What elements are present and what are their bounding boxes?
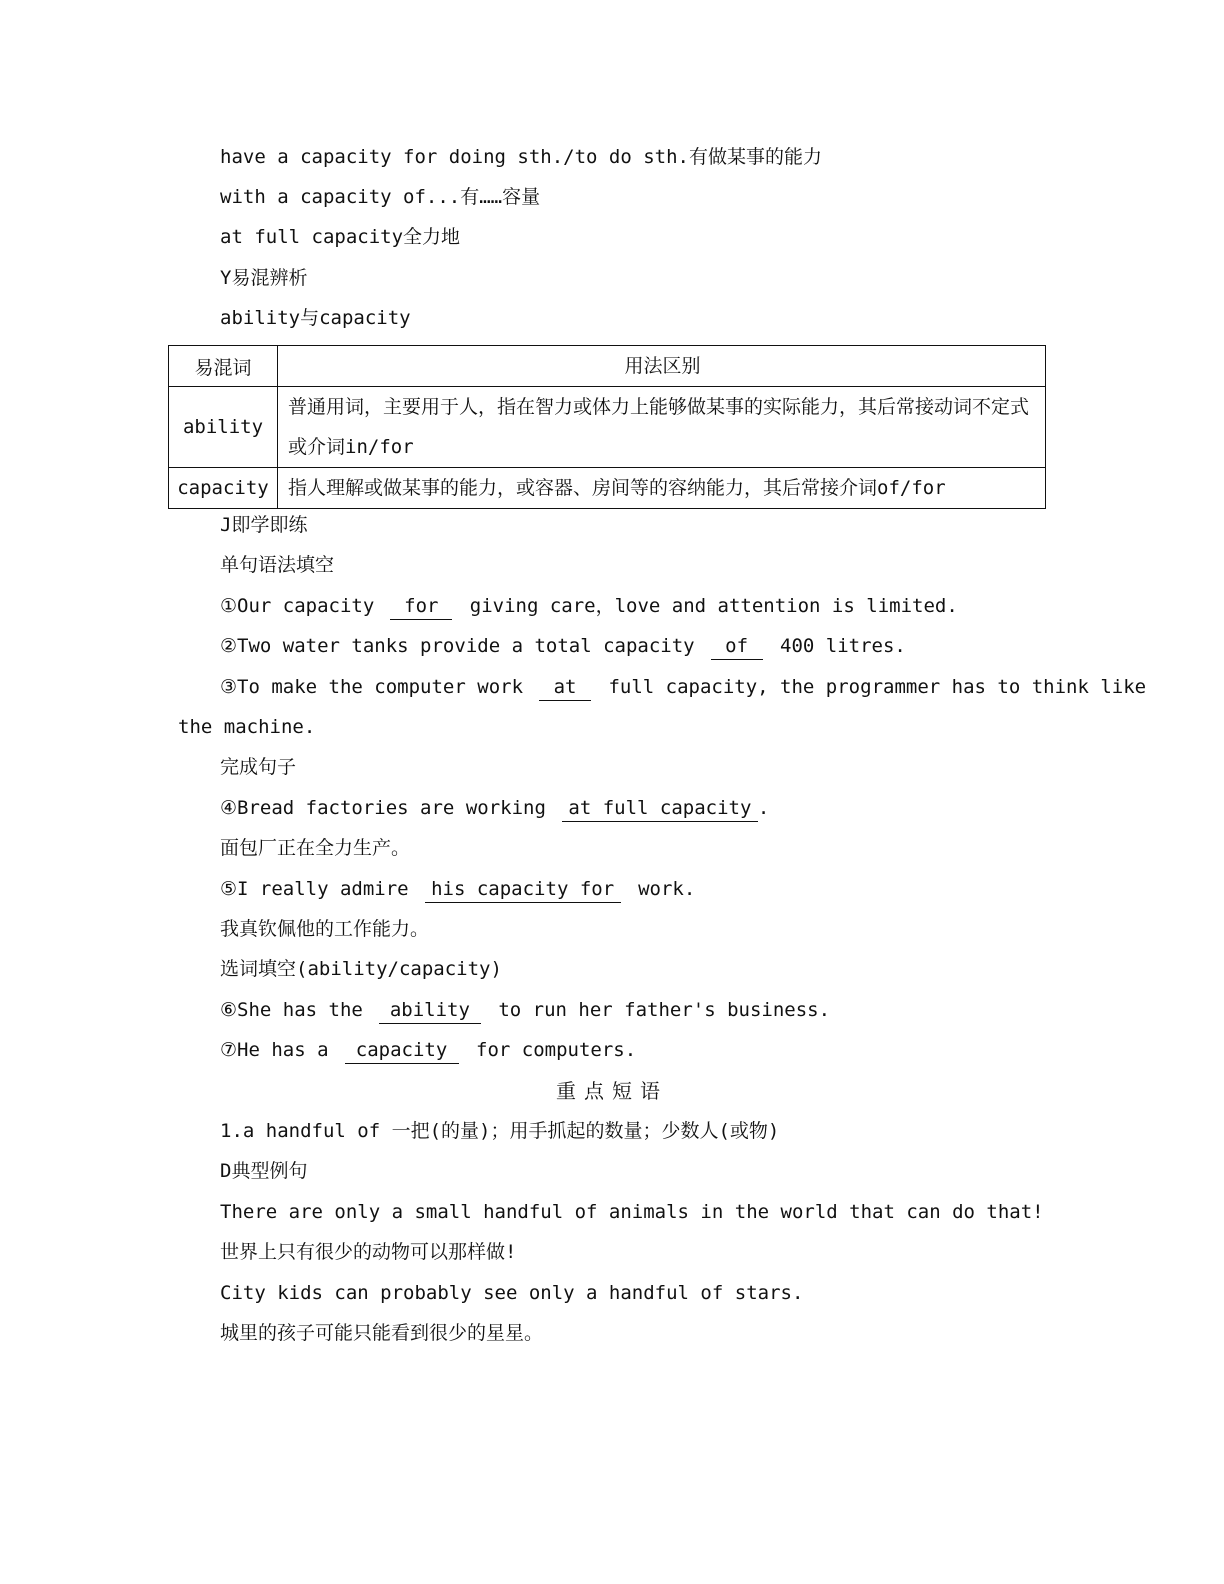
question-text: ②Two water tanks provide a total capacity [220,635,695,657]
subheading-grammar-fill: 单句语法填空 [220,554,335,576]
phrase-line-full-capacity: at full capacity全力地 [220,226,461,248]
question-text: giving care，love and attention is limited. [469,595,958,617]
table-cell-usage: 指人理解或做某事的能力，或容器、房间等的容纳能力，其后常接介词of/for [278,468,1046,509]
question-4-translation: 面包厂正在全力生产。 [220,837,411,859]
question-4 [220,788,769,828]
table-header-row [169,346,1046,387]
question-6 [220,990,830,1030]
phrase-item-handful: 1.a handful of 一把(的量)；用手抓起的数量；少数人(或物) [220,1120,780,1142]
answer-blank: at full capacity [562,795,758,822]
example-translation-2: 城里的孩子可能只能看到很少的星星。 [220,1322,544,1344]
answer-blank: of [711,633,763,660]
example-sentence-1: There are only a small handful of animals in the world that can do that! [220,1201,1044,1223]
question-text: ⑤I really admire [220,878,409,900]
question-text: 400 litres. [780,635,906,657]
question-text: . [757,797,770,819]
question-7 [220,1030,636,1070]
question-1 [220,586,958,626]
example-sentence-2: City kids can probably see only a handful of stars. [220,1282,804,1304]
answer-blank: capacity [345,1037,459,1064]
question-text: ①Our capacity [220,595,375,617]
section-heading-confusables: Y易混辨析 [220,267,308,289]
question-5-translation: 我真钦佩他的工作能力。 [220,918,430,940]
question-text: for computers. [476,1039,637,1061]
table-header-word: 易混词 [169,346,278,387]
table-header-usage: 用法区别 [278,346,1046,387]
question-2 [220,626,906,666]
answer-blank: for [390,593,452,620]
subheading-word-choice: 选词填空(ability/capacity) [220,958,502,980]
question-text: to run her father's business. [498,999,831,1021]
answer-blank: his capacity for [425,876,621,903]
question-text: ④Bread factories are working [220,797,546,819]
table-row [169,387,1046,468]
question-3 [220,667,1146,707]
table-cell-word: capacity [169,468,278,509]
phrase-line-capacity-of: with a capacity of...有……容量 [220,186,541,208]
table-row [169,468,1046,509]
question-text: ⑦He has a [220,1039,329,1061]
phrase-line-capacity-for: have a capacity for doing sth./to do sth.有做某事的能力 [220,146,822,168]
compare-title: ability与capacity [220,307,411,329]
question-text: full capacity, the programmer has to think like [608,676,1147,698]
subheading-complete-sentences: 完成句子 [220,756,297,778]
section-heading-examples: D典型例句 [220,1160,308,1182]
comparison-table [168,345,1046,509]
section-heading-practice: J即学即练 [220,514,308,536]
answer-blank: at [539,674,591,701]
question-3-continuation: the machine. [178,716,316,738]
table-cell-usage: 普通用词，主要用于人，指在智力或体力上能够做某事的实际能力，其后常接动词不定式或介词in/for [278,387,1046,468]
section-heading-key-phrases: 重点短语 [556,1079,668,1103]
question-text: ⑥She has the [220,999,363,1021]
answer-blank: ability [379,997,481,1024]
question-text: ③To make the computer work [220,676,524,698]
example-translation-1: 世界上只有很少的动物可以那样做! [220,1241,517,1263]
question-5 [220,869,695,909]
question-text: work. [638,878,696,900]
table-cell-word: ability [169,387,278,468]
